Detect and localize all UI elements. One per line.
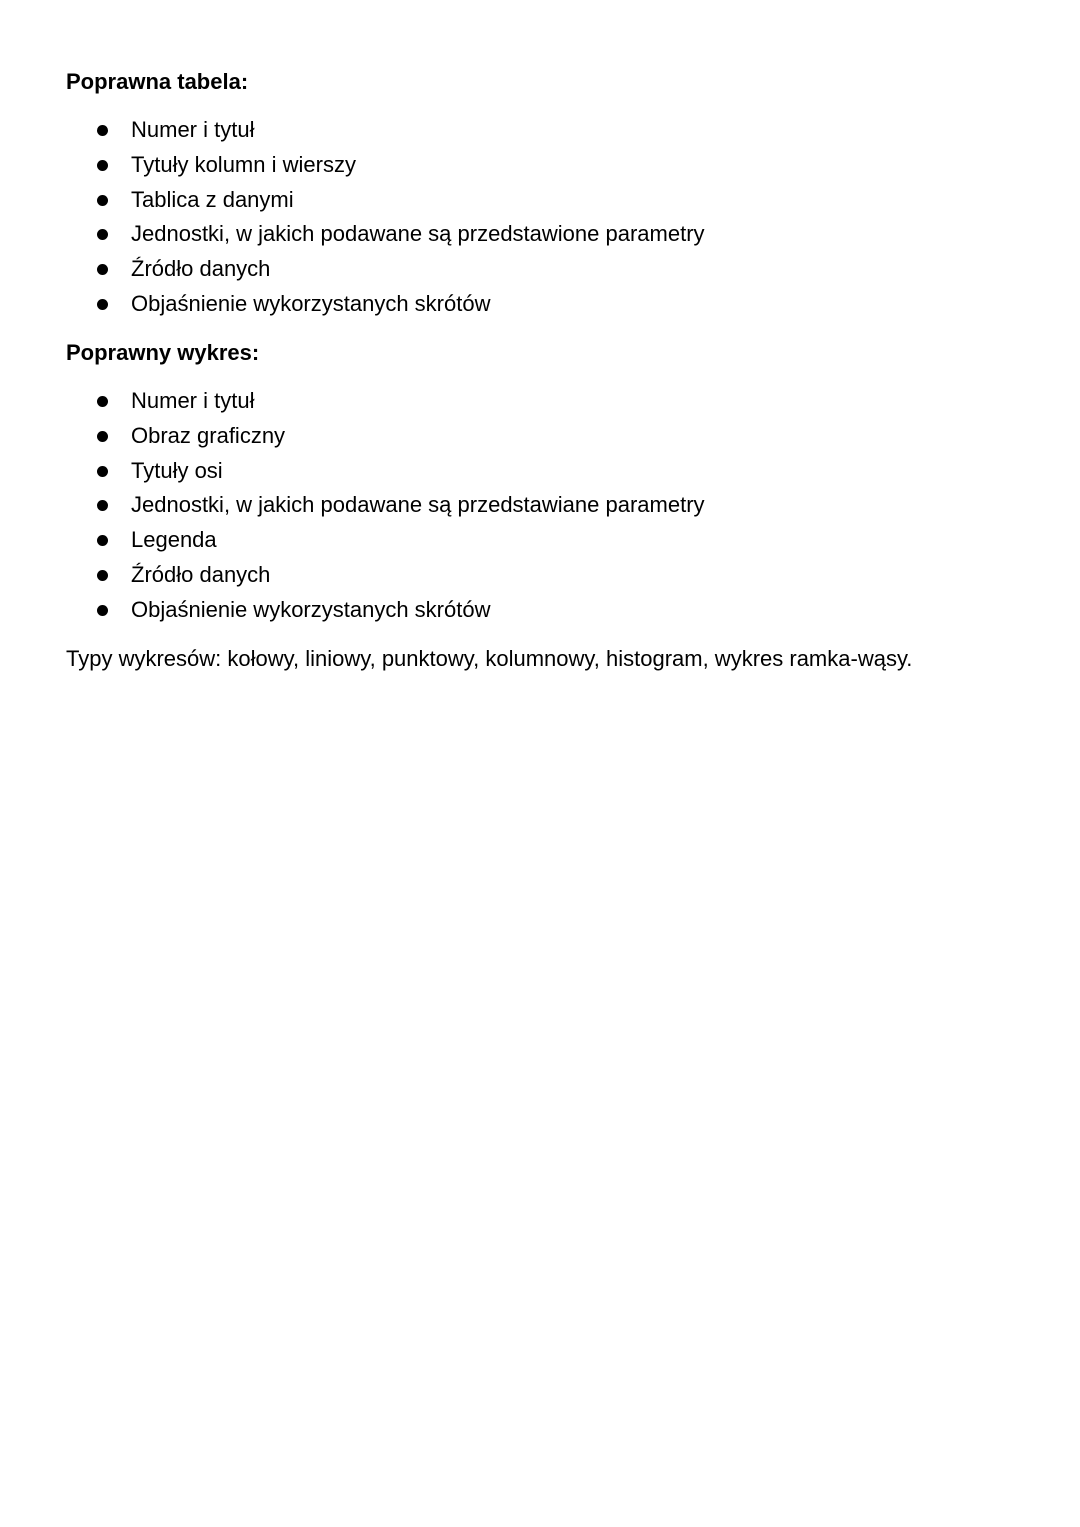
list-item-text: Legenda xyxy=(131,527,217,553)
list-item-text: Obraz graficzny xyxy=(131,422,286,448)
bullet-icon xyxy=(97,535,108,546)
bullet-icon xyxy=(97,605,108,616)
bullet-icon xyxy=(97,500,108,511)
list-item-text: Tytuły kolumn i wierszy xyxy=(131,151,356,177)
list-item-text: Tablica z danymi xyxy=(131,186,294,212)
bullet-icon xyxy=(97,299,108,310)
table-section-heading: Poprawna tabela: xyxy=(66,69,249,94)
bullet-icon xyxy=(97,195,108,206)
list-item-text: Tytuły osi xyxy=(131,457,223,483)
list-item-text: Objaśnienie wykorzystanych skrótów xyxy=(131,290,491,316)
chart-section-heading: Poprawny wykres: xyxy=(66,340,260,365)
bullet-icon xyxy=(97,229,108,240)
list-item-text: Jednostki, w jakich podawane są przedstawiane parametry xyxy=(131,492,705,518)
bullet-icon xyxy=(97,431,108,442)
bullet-icon xyxy=(97,264,108,275)
chart-types-paragraph: Typy wykresów: kołowy, liniowy, punktowy, kolumnowy, histogram, wykres ramka-wąsy. xyxy=(66,646,913,671)
bullet-icon xyxy=(97,160,108,171)
list-item-text: Źródło danych xyxy=(131,256,271,282)
bullet-icon xyxy=(97,396,108,407)
list-item-text: Jednostki, w jakich podawane są przedstawione parametry xyxy=(131,221,705,247)
list-item-text: Źródło danych xyxy=(131,561,271,587)
list-item-text: Numer i tytuł xyxy=(131,117,255,142)
bullet-icon xyxy=(97,570,108,581)
list-item-text: Objaśnienie wykorzystanych skrótów xyxy=(131,596,491,622)
bullet-icon xyxy=(97,466,108,477)
list-item-text: Numer i tytuł xyxy=(131,388,255,413)
bullet-icon xyxy=(97,125,108,136)
